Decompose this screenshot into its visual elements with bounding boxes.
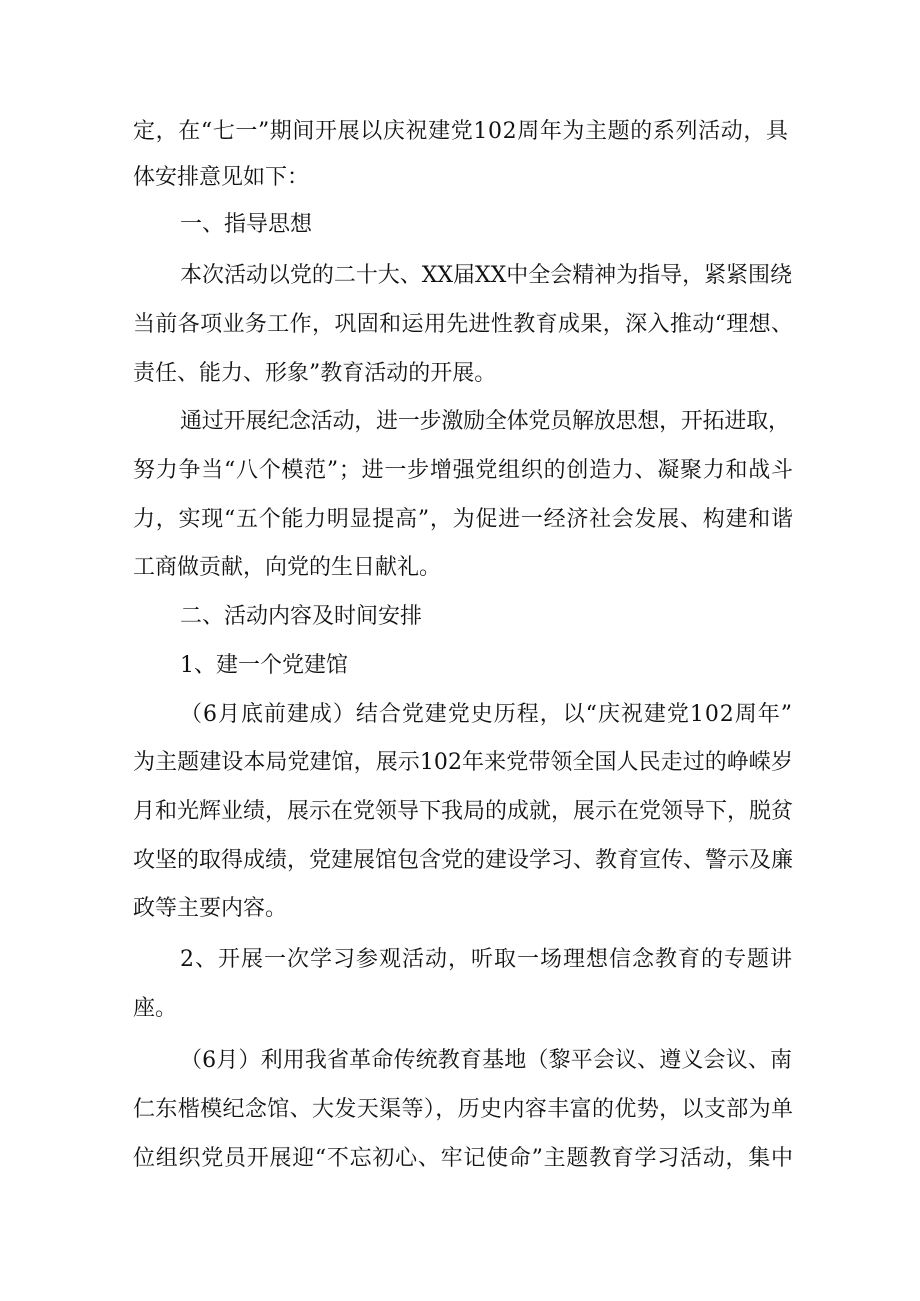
line-text: 1、建一个党建馆 [180,653,348,678]
line-text: 为主题建设本局党建馆，展示102年来党带领全国人民走过的峥嵘岁 [133,750,794,775]
line-text: 力，实现“五个能力明显提高”，为促进一经济社会发展、构建和谐 [133,507,794,532]
line-text: 体安排意见如下： [133,165,310,190]
line-text: （6月底前建成）结合党建党史历程，以“庆祝建党102周年” [180,702,793,727]
line-text: 月和光辉业绩，展示在党领导下我局的成就，展示在党领导下，脱贫 [133,799,793,824]
line-text: 攻坚的取得成绩，党建展馆包含党的建设学习、教育宣传、警示及廉 [133,848,793,873]
line-text: （6月）利用我省革命传统教育基地（黎平会议、遵义会议、南 [180,1048,793,1073]
line-text: 座。 [133,996,178,1021]
line-text: 工商做贡献，向党的生日献礼。 [133,555,442,580]
line-text: 政等主要内容。 [133,896,288,921]
line-text: 一、指导思想 [180,212,313,237]
line-text: 位组织党员开展迎“不忘初心、牢记使命”主题教育学习活动，集中 [133,1146,794,1171]
line-text: 二、活动内容及时间安排 [180,604,423,629]
line-text: 责任、能力、形象”教育活动的开展。 [133,361,497,386]
line-text: 通过开展纪念活动，进一步激励全体党员解放思想，开拓进取， [180,409,790,434]
line-text: 当前各项业务工作，巩固和运用先进性教育成果，深入推动“理想、 [133,312,794,337]
line-text: 定，在“七一”期间开展以庆祝建党102周年为主题的系列活动，具 [133,119,789,144]
line-text: 努力争当“八个模范”；进一步增强党组织的创造力、凝聚力和战斗 [133,458,794,483]
line-text: 2、开展一次学习参观活动，听取一场理想信念教育的专题讲 [180,947,793,972]
line-text: 仁东楷模纪念馆、大发天渠等），历史内容丰富的优势，以支部为单 [133,1097,794,1122]
line-text: 本次活动以党的二十大、XX届XX中全会精神为指导，紧紧围绕 [180,263,792,288]
